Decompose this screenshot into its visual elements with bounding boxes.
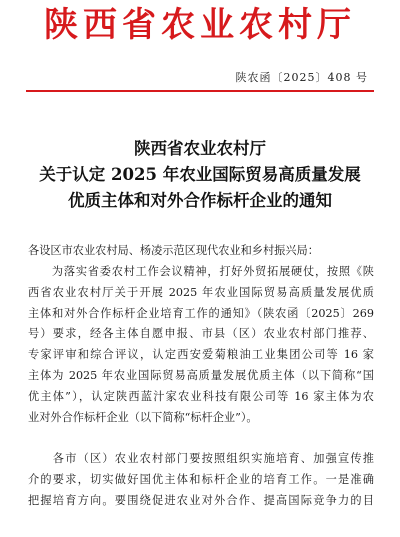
paragraph-line: 介的要求，切实做好国优主体和标杆企业的培育工作。一是准确 (28, 472, 374, 486)
masthead-title: 陕西省农业农村厅 (44, 5, 356, 45)
body-paragraph-2 (28, 449, 374, 511)
document-number: 陕农函〔2025〕408 号 (235, 71, 368, 84)
title-line-2: 关于认定 2025 年农业国际贸易高质量发展 (39, 165, 361, 184)
paragraph-line: 主体和对外合作标杆企业培育工作的通知》（陕农函〔2025〕269 (28, 306, 374, 320)
red-divider-line (26, 90, 374, 92)
paragraph-line: 各市（区）农业农村部门要按照组织实施培育、加强宣传推 (28, 452, 374, 465)
paragraph-line: 把握培育方向。要围绕促进农业对外合作、提高国际竞争力的目 (28, 493, 374, 507)
title-line-3: 优质主体和对外合作标杆企业的通知 (68, 191, 332, 210)
paragraph-line: 号）要求，经各主体自愿申报、市县（区）农业农村部门推荐、 (28, 327, 374, 341)
title-line-1: 陕西省农业农村厅 (134, 139, 266, 158)
paragraph-line: 西省农业农村厅关于开展 2025 年农业国际贸易高质量发展优质 (28, 285, 374, 299)
body-paragraph-1 (28, 262, 374, 428)
paragraph-line: 主体为 2025 年农业国际贸易高质量发展优质主体（以下简称“国 (28, 368, 374, 382)
salutation: 各设区市农业农村局、杨凌示范区现代农业和乡村振兴局： (28, 244, 319, 257)
paragraph-line: 业对外合作标杆企业（以下简称“标杆企业”）。 (28, 410, 258, 424)
paragraph-line: 专家评审和综合评议，认定西安爱菊粮油工业集团公司等 16 家 (28, 348, 374, 362)
document-title (0, 136, 400, 214)
paragraph-line: 为落实省委农村工作会议精神，打好外贸拓展硬仗，按照《陕 (28, 265, 374, 278)
paragraph-line: 优主体”），认定陕西蓝汁家农业科技有限公司等 16 家主体为农 (28, 389, 374, 403)
